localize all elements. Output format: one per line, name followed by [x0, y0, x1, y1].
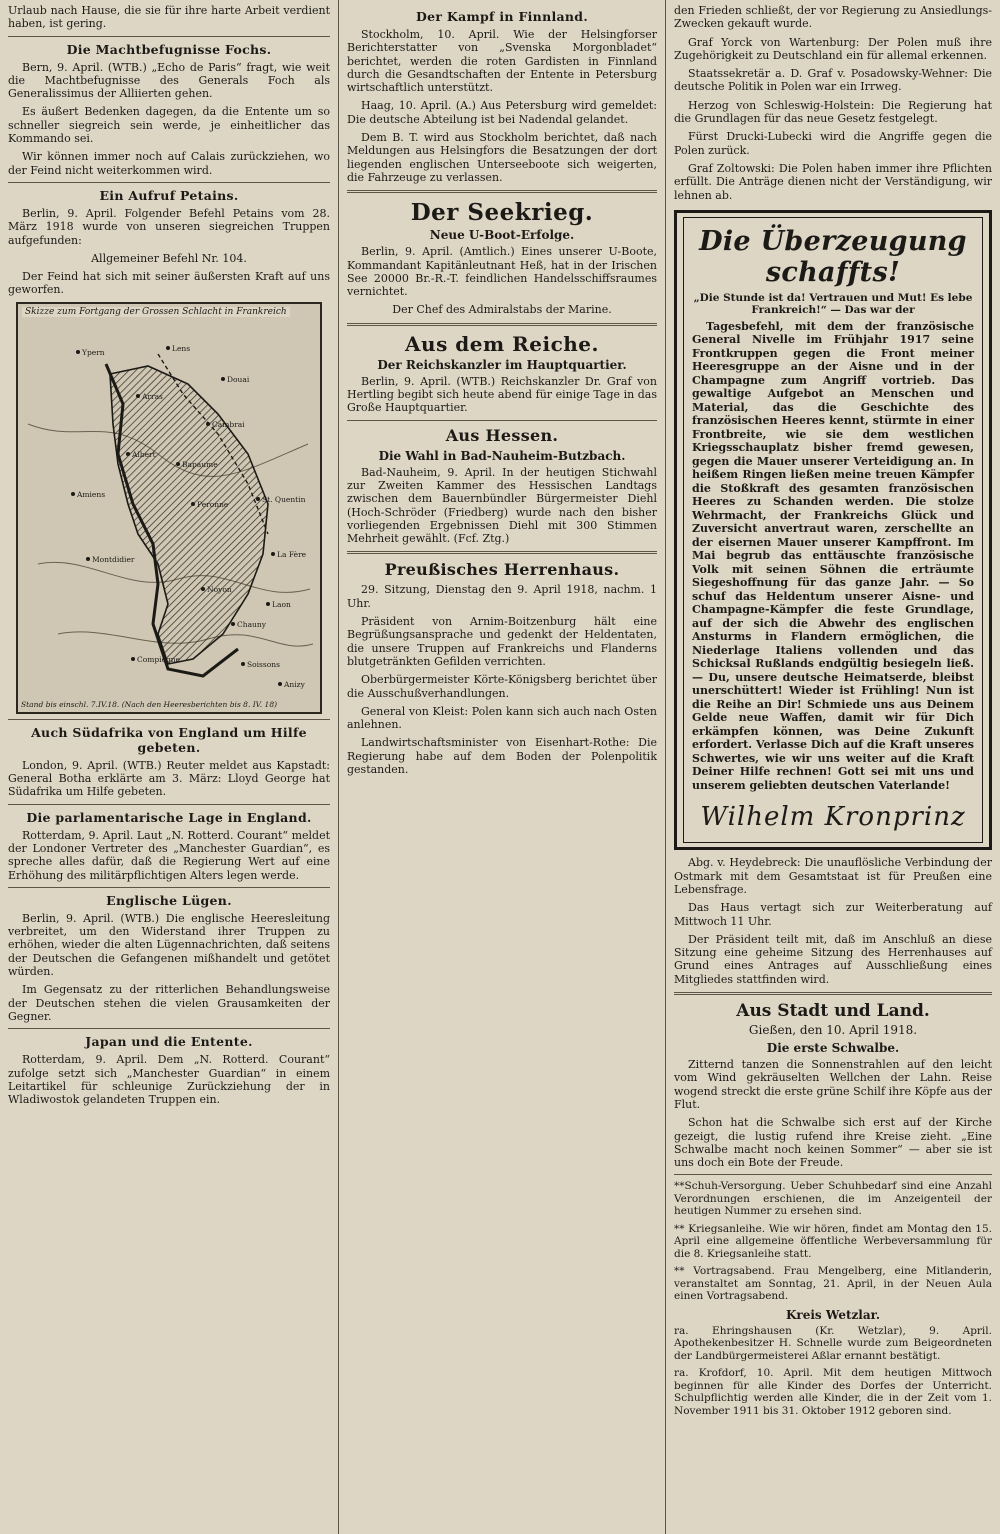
- map-place-marker: [271, 552, 275, 556]
- article-paragraph: Es äußert Bedenken dagegen, da die Entente um so schneller siegreich sein werde, je einheitlicher das Kommando sei.: [8, 105, 330, 146]
- divider: [674, 1174, 992, 1175]
- article-title: Der Kampf in Finnland.: [415, 9, 588, 24]
- map-place-marker: [76, 350, 80, 354]
- map-place-label: Soissons: [247, 659, 280, 669]
- article-paragraph: Rotterdam, 9. April. Dem „N. Rotterd. Courant“ zufolge setzt sich „Manchester Guardian“ in einem Leitartikel für schleunige Zurückziehung der in Wladiwostok gelandeten Truppen ein.: [8, 1053, 330, 1107]
- divider: [8, 1028, 330, 1029]
- article-paragraph: Haag, 10. April. (A.) Aus Petersburg wird gemeldet: Die deutsche Abteilung ist bei Nadendal gelandet.: [347, 99, 657, 126]
- section-title: Aus dem Reiche.: [405, 331, 599, 356]
- map-place-label: Lens: [172, 343, 191, 353]
- war-loan-appeal-box: [674, 210, 992, 851]
- article-paragraph: Bad-Nauheim, 9. April. In der heutigen Stichwahl zur Zweiten Kammer des Hessischen Landtags zwischen dem Bauernbündler Bürgermeister Diehl (Hoch-Schröder (Friedberg) wurde nach den bisher vorliegenden Ergebnissen Diehl mit 300 Stimmen Mehrheit gewählt. (Fcf. Ztg.): [347, 465, 657, 546]
- divider: [347, 551, 657, 554]
- news-note: ** Vortragsabend. Frau Mengelberg, eine Mitlanderin, veranstaltet am Sonntag, 21. April, in der Neuen Aula einen Vortragsabend.: [674, 1265, 992, 1303]
- map-drawing: [18, 304, 320, 712]
- article-paragraph: Präsident von Arnim-Boitzenburg hält eine Begrüßungsansprache und gedenkt der Heldentaten, die unsere Truppen auf Frankreichs und Flanderns blutgetränkten Gefilden verrichten.: [347, 615, 657, 668]
- battle-map: [16, 302, 322, 714]
- map-place-marker: [71, 492, 75, 496]
- article-paragraph: 29. Sitzung, Dienstag den 9. April 1918, nachm. 1 Uhr.: [347, 583, 657, 610]
- article-paragraph: Wir können immer noch auf Calais zurückziehen, wo der Feind nicht weiterkommen wird.: [8, 150, 330, 177]
- map-source: Stand bis einschl. 7.IV.18. (Nach den Heeresberichten bis 8. IV. 18): [21, 699, 278, 709]
- map-place-marker: [86, 557, 90, 561]
- article-subtitle: Neue U-Boot-Erfolge.: [429, 228, 575, 243]
- column-left: [0, 0, 338, 1534]
- article-paragraph: Das Haus vertagt sich zur Weiterberatung auf Mittwoch 11 Uhr.: [674, 901, 992, 928]
- article-paragraph: Landwirtschaftsminister von Eisenhart-Rothe: Die Regierung habe auf dem Boden der Polenpolitik gestanden.: [347, 736, 657, 776]
- column-right: [665, 0, 1000, 1534]
- map-place-marker: [131, 657, 135, 661]
- article-paragraph: Stockholm, 10. April. Wie der Helsingforser Berichterstatter von „Svenska Morgonbladet“ berichtet, werden die roten Gardisten in Finnland durch die Gesandtschaften der Entente in Petersburg wirtschaftlich unterstützt.: [347, 28, 657, 95]
- map-place-marker: [201, 587, 205, 591]
- map-place-marker: [266, 602, 270, 606]
- map-place-label: Albert: [132, 449, 156, 459]
- section-title: Preußisches Herrenhaus.: [384, 560, 620, 580]
- news-note: ** Kriegsanleihe. Wie wir hören, findet am Montag den 15. April eine allgemeine öffentliche Werbeversammlung für die 8. Kriegsanleihe statt.: [674, 1222, 992, 1260]
- divider: [8, 887, 330, 888]
- article-title: Die Machtbefugnisse Fochs.: [66, 41, 272, 57]
- news-note: ra. Ehringshausen (Kr. Wetzlar), 9. April. Apothekenbesitzer H. Schnelle wurde zum Beigeordneten der Landbürgermeisterei Aßlar ernannt bestätigt.: [674, 1324, 992, 1362]
- map-place-label: St. Quentin: [262, 494, 306, 504]
- map-place-marker: [221, 377, 225, 381]
- map-place-label: Arras: [142, 391, 163, 401]
- divider: [347, 190, 657, 193]
- divider: [8, 182, 330, 183]
- appeal-body: Tagesbefehl, mit dem der französische General Nivelle im Frühjahr 1917 seine Frontkruppen gegen die Front meiner Heeresgruppe an der Aisne und in der Champagne zum Angriff vortrieb. Das gewaltige Aufgebot an Menschen und Material, das die Geschichte des französischen Heeres kennt, stürmte in einer Frontbreite, wie sie dem westlichen Kriegsschauplatz bisher fremd gewesen, gegen die Mauer unserer Verteidigung an. In heißem Ringen ließen meine treuen Kämpfer die Stoßkraft des gesamten französischen Heeres zu Schanden werden. Die stolze Wehrmacht, der Frankreichs Glück und Zuversicht anvertraut waren, zerschellte an der eisernen Mauer unserer Kampffront. Im Mai begrub das enttäuschte französische Volk mit seinen Söhnen die erträumte Siegeshoffnung für das ganze Jahr. — So schuf das Heldentum unserer Aisne- und Champagne-Kämpfer die feste Grundlage, auf der sich die Abwehr des englischen Ansturms in Flandern ermöglichen, die Niederlage Italiens vollenden und das Schicksal Rußlands endgültig besiegeln ließ. — Du, unsere deutsche Heimatserde, bleibst unerschüttert! Wieder ist Frühling! Nun ist die Reihe an Dir! Schmiede uns aus Deinem Gelde neue Waffen, damit wir für Dich erkämpfen können, was Deine Zukunft erfordert. Verlasse Dich auf die Kraft unseres Schwertes, wie wir uns weiter auf die Kraft Deiner Hilfe rechnen! Gott sei mit uns und unserem geliebten deutschen Vaterlande!: [692, 319, 974, 792]
- article-title: Ein Aufruf Petains.: [99, 187, 239, 203]
- map-place-label: Chauny: [237, 619, 266, 629]
- map-place-marker: [206, 422, 210, 426]
- column-middle: [338, 0, 665, 1534]
- article-subtitle: Die erste Schwalbe.: [766, 1041, 900, 1056]
- appeal-signature: Wilhelm Kronprinz: [700, 802, 966, 833]
- article-paragraph: Im Gegensatz zu der ritterlichen Behandlungsweise der Deutschen stehen die vielen Grausamkeiten der Gegner.: [8, 983, 330, 1023]
- article-paragraph: Dem B. T. wird aus Stockholm berichtet, daß nach Meldungen aus Helsingfors die Besatzungen der dort liegenden englischen Unterseeboote sich weigerten, die Fahrzeuge zu verlassen.: [347, 131, 657, 184]
- map-place-label: Noyon: [207, 584, 232, 594]
- divider: [674, 992, 992, 995]
- map-place-label: Peronne: [197, 499, 229, 509]
- dateline: Gießen, den 10. April 1918.: [748, 1023, 918, 1038]
- appeal-headline: Die Überzeugung schaffts!: [699, 225, 967, 288]
- divider: [347, 420, 657, 421]
- article-paragraph: Berlin, 9. April. (WTB.) Die englische Heeresleitung verbreitet, um den Widerstand ihrer Truppen zu erhöhen, wieder die alten Lügennachrichten, daß seitens der Deutschen die Gefangenen mißhandelt und getötet würden.: [8, 911, 330, 979]
- article-paragraph: Staatssekretär a. D. Graf v. Posadowsky-Wehner: Die deutsche Politik in Polen war ein Irrweg.: [674, 67, 992, 94]
- article-title: Japan und die Entente.: [85, 1034, 253, 1050]
- article-paragraph: Bern, 9. April. (WTB.) „Echo de Paris“ fragt, wie weit die Machtbefugnisse des Generals Foch als Generalissimus der Alliierten gehen.: [8, 60, 330, 101]
- article-title: Englische Lügen.: [106, 892, 232, 908]
- article-paragraph: Rotterdam, 9. April. Laut „N. Rotterd. Courant“ meldet der Londoner Vertreter des „Manchester Guardian“, es spreche alles dafür, daß die Regierung Wert auf eine Erhöhung des militärpflichtigen Alters legen werde.: [8, 828, 330, 882]
- article-paragraph: Berlin, 9. April. Folgender Befehl Petains vom 28. März 1918 wurde von unseren siegreichen Truppen aufgefunden:: [8, 206, 330, 247]
- article-paragraph: Oberbürgermeister Körte-Königsberg berichtet über die Ausschußverhandlungen.: [347, 673, 657, 700]
- section-title: Aus Hessen.: [445, 425, 559, 445]
- map-place-label: Anizy: [284, 679, 305, 689]
- map-place-marker: [176, 462, 180, 466]
- article-paragraph: Berlin, 9. April. (WTB.) Reichskanzler Dr. Graf von Hertling begibt sich heute abend für einige Tage in das Große Hauptquartier.: [347, 374, 657, 415]
- article-subtitle: Der Reichskanzler im Hauptquartier.: [377, 357, 627, 372]
- article-paragraph: Graf Yorck von Wartenburg: Der Polen muß ihre Zugehörigkeit zu Deutschland ein für allemal erkennen.: [674, 35, 992, 62]
- intro-text: Urlaub nach Hause, die sie für ihre harte Arbeit verdient haben, ist gering.: [8, 4, 330, 31]
- map-place-label: Laon: [272, 599, 291, 609]
- article-paragraph: Zitternd tanzen die Sonnenstrahlen auf den leicht vom Wind gekräuselten Wellchen der Lahn. Reise wogend streckt die erste grüne Schilf ihre Köpfe aus der Flut.: [674, 1058, 992, 1111]
- map-place-label: Amiens: [77, 489, 106, 499]
- article-signature: Der Chef des Admiralstabs der Marine.: [392, 303, 612, 317]
- map-place-marker: [191, 502, 195, 506]
- article-paragraph: Abg. v. Heydebreck: Die unauflösliche Verbindung der Ostmark mit dem Gesamtstaat ist für Preußen eine Lebensfrage.: [674, 856, 992, 896]
- map-place-label: La Fère: [277, 549, 307, 559]
- news-note: ra. Krofdorf, 10. April. Mit dem heutigen Mittwoch beginnen für alle Kinder des Dorfes der Unterricht. Schulpflichtig werden alle Kinder, die in der Zeit vom 1. November 1911 bis 31. Oktober 1912 geboren sind.: [674, 1367, 992, 1417]
- article-paragraph: Berlin, 9. April. (Amtlich.) Eines unserer U-Boote, Kommandant Kapitänleutnant Heß, hat in der Irischen See 20000 Br.-R.-T. feindlichen Handelsschiffsraumes vernichtet.: [347, 245, 657, 299]
- article-paragraph: Schon hat die Schwalbe sich erst auf der Kirche gezeigt, die lustig rufend ihre Kreise zieht. „Eine Schwalbe macht noch keinen Sommer“ — aber sie ist uns doch ein Bote der Freude.: [674, 1116, 992, 1170]
- article-paragraph: General von Kleist: Polen kann sich auch nach Osten anlehnen.: [347, 704, 657, 732]
- article-title: Die parlamentarische Lage in England.: [26, 809, 312, 825]
- map-place-label: Cambrai: [212, 419, 245, 429]
- map-place-marker: [241, 662, 245, 666]
- article-paragraph: Fürst Drucki-Lubecki wird die Angriffe gegen die Polen zurück.: [674, 130, 992, 157]
- divider: [8, 719, 330, 720]
- article-paragraph: Der Präsident teilt mit, daß im Anschluß an diese Sitzung eine geheime Sitzung des Herrenhauses auf Grund eines Antrages auf Ausschließung eines Mitgliedes stattfinden wird.: [674, 932, 992, 986]
- article-paragraph: Der Feind hat sich mit seiner äußersten Kraft auf uns geworfen.: [8, 270, 330, 297]
- map-place-label: Montdidier: [92, 554, 135, 564]
- news-note: **Schuh-Versorgung. Ueber Schuhbedarf sind eine Anzahl Verordnungen erschienen, die im Anzeigenteil der heutigen Nummer zu ersehen sind.: [674, 1180, 992, 1218]
- article-paragraph: London, 9. April. (WTB.) Reuter meldet aus Kapstadt: General Botha erklärte am 3. März: Lloyd George hat Südafrika um Hilfe gebeten.: [8, 758, 330, 799]
- map-place-marker: [166, 346, 170, 350]
- map-place-marker: [278, 682, 282, 686]
- map-place-label: Bapaume: [182, 459, 218, 469]
- divider: [8, 804, 330, 805]
- map-place-marker: [126, 452, 130, 456]
- divider: [8, 36, 330, 37]
- map-place-label: Douai: [227, 374, 250, 384]
- section-title: Aus Stadt und Land.: [736, 1001, 930, 1022]
- article-paragraph: den Frieden schließt, der vor Regierung zu Ansiedlungs-Zwecken gekauft wurde.: [674, 4, 992, 31]
- map-title: Skizze zum Fortgang der Grossen Schlacht in Frankreich: [22, 307, 290, 317]
- map-place-marker: [231, 622, 235, 626]
- order-number: Allgemeiner Befehl Nr. 104.: [91, 251, 247, 265]
- map-place-marker: [136, 394, 140, 398]
- article-paragraph: Herzog von Schleswig-Holstein: Die Regierung hat die Grundlagen für das neue Gesetz festgelegt.: [674, 98, 992, 126]
- appeal-quote: „Die Stunde ist da! Vertrauen und Mut! Es lebe Frankreich!“ — Das war der: [693, 291, 973, 316]
- map-place-label: Ypern: [82, 347, 105, 357]
- section-title: Der Seekrieg.: [410, 199, 594, 227]
- article-paragraph: Graf Zoltowski: Die Polen haben immer ihre Pflichten erfüllt. Die Anträge dienen nicht der Verständigung, wir lehnen ab.: [674, 161, 992, 202]
- map-place-marker: [256, 497, 260, 501]
- article-subtitle: Kreis Wetzlar.: [785, 1307, 881, 1322]
- divider: [347, 323, 657, 326]
- article-subtitle: Die Wahl in Bad-Nauheim-Butzbach.: [378, 448, 626, 463]
- map-place-label: Compiègne: [137, 654, 181, 664]
- article-title: Auch Südafrika von England um Hilfe gebeten.: [31, 724, 307, 755]
